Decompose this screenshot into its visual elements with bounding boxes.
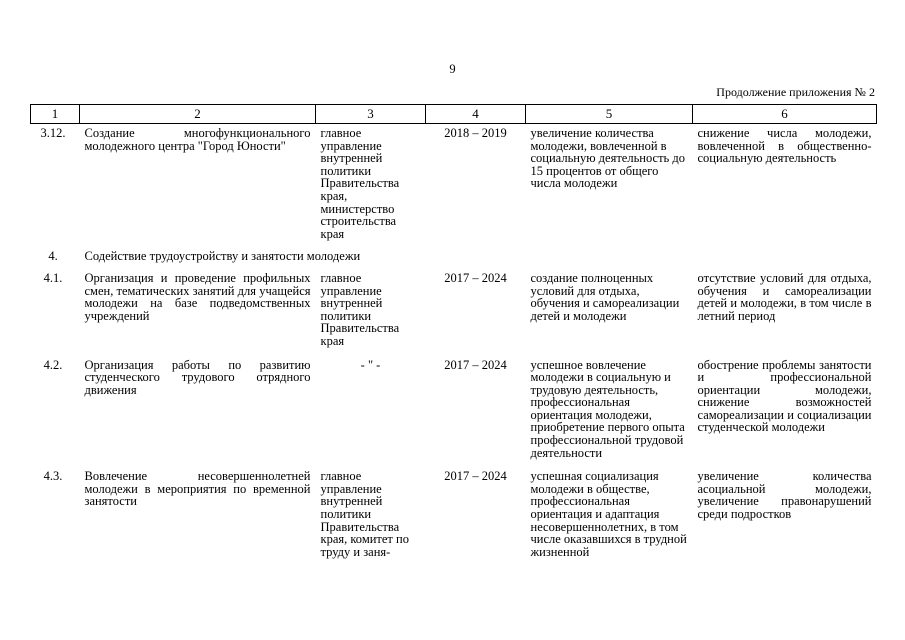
consequence-cell: отсутствие условий для отдыха, обучения и самореализации детей и молодежи, в том числе в летний период [697, 270, 872, 323]
table-row [31, 356, 877, 468]
table-row [31, 124, 877, 249]
measures-table [30, 104, 877, 558]
executor-cell: главное управление внутренней политики Правительства края [320, 270, 400, 348]
consequence-cell: обострение проблемы занятости и профессиональной ориентации молодежи, снижение возможностей самореализации и социализации студенческой молодежи [697, 357, 872, 435]
table-row [31, 269, 877, 356]
column-header-executor: 3 [316, 105, 426, 124]
table-header-row [31, 105, 877, 124]
period-cell: 2017 – 2024 [444, 270, 507, 285]
table-row [31, 467, 877, 558]
period-cell: 2017 – 2024 [444, 469, 507, 484]
measure-cell: Вовлечение несовершеннолетней молодежи в мероприятия по временной занятости [84, 469, 311, 509]
row-number: 4.3. [43, 469, 63, 484]
measure-cell: Организация работы по развитию студенческого трудового отрядного движения [84, 357, 311, 397]
consequence-cell: увеличение количества асоциальной молодежи, увеличение правонарушений среди подростков [697, 469, 872, 522]
section-row [31, 248, 877, 269]
executor-cell: главное управление внутренней политики Правительства края, министерство строительства края [320, 126, 400, 241]
column-header-consequence: 6 [693, 105, 877, 124]
result-cell: создание полноценных условий для отдыха, обучения и самореализации детей и молодежи [530, 270, 680, 323]
result-cell: успешное вовлечение молодежи в социальную и трудовую деятельность, профессиональная ориентация молодежи, приобретение первого опыта профессиональной трудовой деятельности [530, 357, 685, 460]
measure-cell: Организация и проведение профильных смен, тематических занятий для учащейся молодежи на базе подведомственных учреждений [84, 270, 311, 323]
measure-cell: Создание многофункционального молодежного центра "Город Юности" [84, 126, 311, 153]
appendix-continuation-label: Продолжение приложения № 2 [716, 85, 875, 99]
column-header-result: 5 [526, 105, 693, 124]
column-header-number: 1 [31, 105, 80, 124]
row-number: 3.12. [40, 126, 66, 140]
period-cell: 2018 – 2019 [444, 126, 507, 140]
page-number: 9 [449, 62, 456, 76]
result-cell: успешная социализация молодежи в обществе, профессиональная ориентация и адаптация несовершеннолетних, в том числе оказавшихся в трудной жизненной [530, 469, 687, 559]
result-cell: увеличение количества молодежи, вовлеченной в социальную деятельность до 15 процентов от общего числа молодежи [530, 126, 685, 191]
period-cell: 2017 – 2024 [444, 357, 507, 372]
column-header-period: 4 [426, 105, 526, 124]
row-number: 4.2. [43, 357, 63, 372]
executor-cell: главное управление внутренней политики Правительства края, комитет по труду и заня- [320, 469, 409, 559]
executor-cell-ditto: - " - [360, 357, 381, 372]
column-header-measure: 2 [80, 105, 316, 124]
row-number: 4.1. [43, 270, 63, 285]
consequence-cell: снижение числа молодежи, вовлеченной в общественно-социальную деятельность [697, 126, 872, 166]
section-number: 4. [48, 249, 58, 264]
section-title: Содействие трудоустройству и занятости молодежи [84, 249, 361, 264]
